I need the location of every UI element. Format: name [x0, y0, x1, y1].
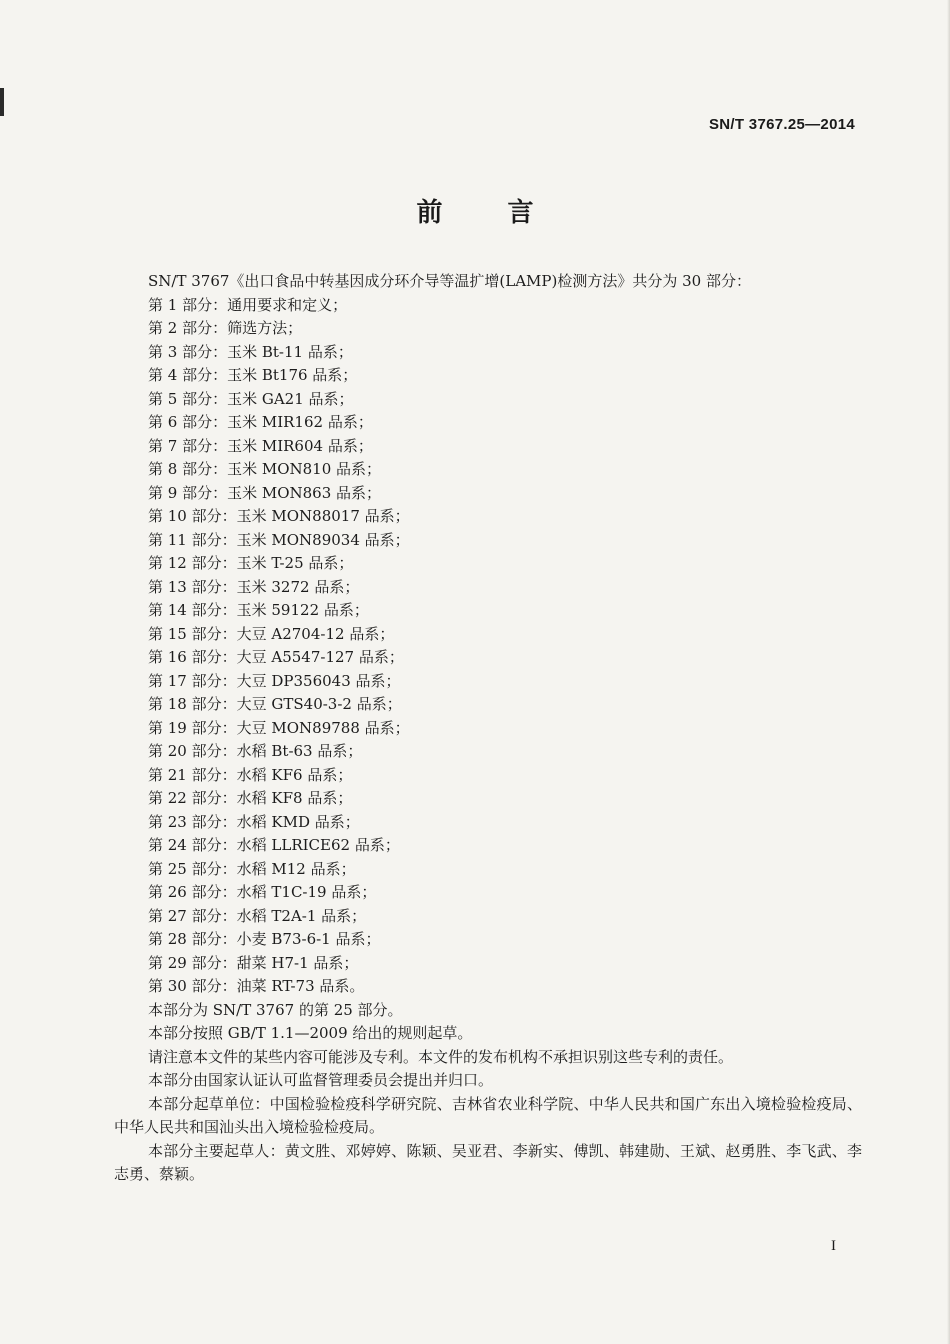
foreword-paragraph: 本部分由国家认证认可监督管理委员会提出并归口。	[148, 1071, 494, 1089]
foreword-body	[114, 270, 862, 1187]
part-list-item: 第 1 部分：通用要求和定义；	[148, 295, 348, 314]
part-list-item: 第 3 部分：玉米 Bt-11 品系；	[148, 342, 353, 361]
foreword-paragraph: 请注意本文件的某些内容可能涉及专利。本文件的发布机构不承担识别这些专利的责任。	[148, 1047, 734, 1066]
part-list-item: 第 23 部分：水稻 KMD 品系；	[148, 812, 360, 831]
part-list-item: 第 4 部分：玉米 Bt176 品系；	[148, 366, 358, 384]
parts-list	[114, 294, 862, 999]
part-list-item: 第 15 部分：大豆 A2704-12 品系；	[148, 624, 395, 643]
part-list-item: 第 27 部分：水稻 T2A-1 品系；	[148, 906, 367, 925]
foreword-paragraphs	[114, 999, 862, 1187]
part-list-item: 第 20 部分：水稻 Bt-63 品系；	[148, 742, 363, 760]
foreword-paragraph: 本部分按照 GB/T 1.1—2009 给出的规则起草。	[148, 1024, 473, 1042]
scan-edge-mark	[0, 88, 4, 116]
part-list-item: 第 22 部分：水稻 KF8 品系；	[148, 789, 353, 807]
part-list-item: 第 6 部分：玉米 MIR162 品系；	[148, 413, 373, 431]
part-list-item: 第 30 部分：油菜 RT-73 品系。	[148, 977, 365, 995]
part-list-item: 第 21 部分：水稻 KF6 品系；	[148, 765, 353, 784]
part-list-item: 第 16 部分：大豆 A5547-127 品系；	[148, 648, 404, 666]
standard-code: SN/T 3767.25—2014	[708, 116, 855, 133]
part-list-item: 第 13 部分：玉米 3272 品系；	[148, 577, 360, 596]
foreword-paragraph: 本部分起草单位：中国检验检疫科学研究院、吉林省农业科学院、中华人民共和国广东出入境检验检疫局、中华人民共和国汕头出入境检验检疫局。	[114, 1094, 862, 1136]
part-list-item: 第 26 部分：水稻 T1C-19 品系；	[148, 883, 377, 901]
page-title: 前 言	[416, 198, 562, 228]
part-list-item: 第 18 部分：大豆 GTS40-3-2 品系；	[148, 695, 402, 713]
part-list-item: 第 7 部分：玉米 MIR604 品系；	[148, 436, 373, 455]
part-list-item: 第 5 部分：玉米 GA21 品系；	[148, 389, 354, 408]
part-list-item: 第 12 部分：玉米 T-25 品系；	[148, 554, 354, 572]
part-list-item: 第 10 部分：玉米 MON88017 品系；	[148, 507, 410, 525]
part-list-item: 第 8 部分：玉米 MON810 品系；	[148, 460, 382, 478]
part-list-item: 第 24 部分：水稻 LLRICE62 品系；	[148, 836, 400, 854]
page-number: I	[831, 1238, 836, 1254]
part-list-item: 第 17 部分：大豆 DP356043 品系；	[148, 671, 401, 690]
intro-paragraph: SN/T 3767《出口食品中转基因成分环介导等温扩增(LAMP)检测方法》共分为 30 部分：	[148, 272, 751, 290]
foreword-paragraph: 本部分主要起草人：黄文胜、邓婷婷、陈颖、吴亚君、李新实、傅凯、韩建勋、王斌、赵勇胜、李飞武、李志勇、蔡颖。	[114, 1141, 862, 1183]
part-list-item: 第 9 部分：玉米 MON863 品系；	[148, 483, 382, 502]
part-list-item: 第 19 部分：大豆 MON89788 品系；	[148, 718, 410, 737]
part-list-item: 第 11 部分：玉米 MON89034 品系；	[148, 530, 410, 549]
part-list-item: 第 25 部分：水稻 M12 品系；	[148, 859, 356, 878]
part-list-item: 第 28 部分：小麦 B73-6-1 品系；	[148, 930, 381, 948]
part-list-item: 第 29 部分：甜菜 H7-1 品系；	[148, 953, 359, 972]
foreword-paragraph: 本部分为 SN/T 3767 的第 25 部分。	[148, 1000, 403, 1019]
part-list-item: 第 2 部分：筛选方法；	[148, 319, 303, 337]
part-list-item: 第 14 部分：玉米 59122 品系；	[148, 601, 369, 619]
